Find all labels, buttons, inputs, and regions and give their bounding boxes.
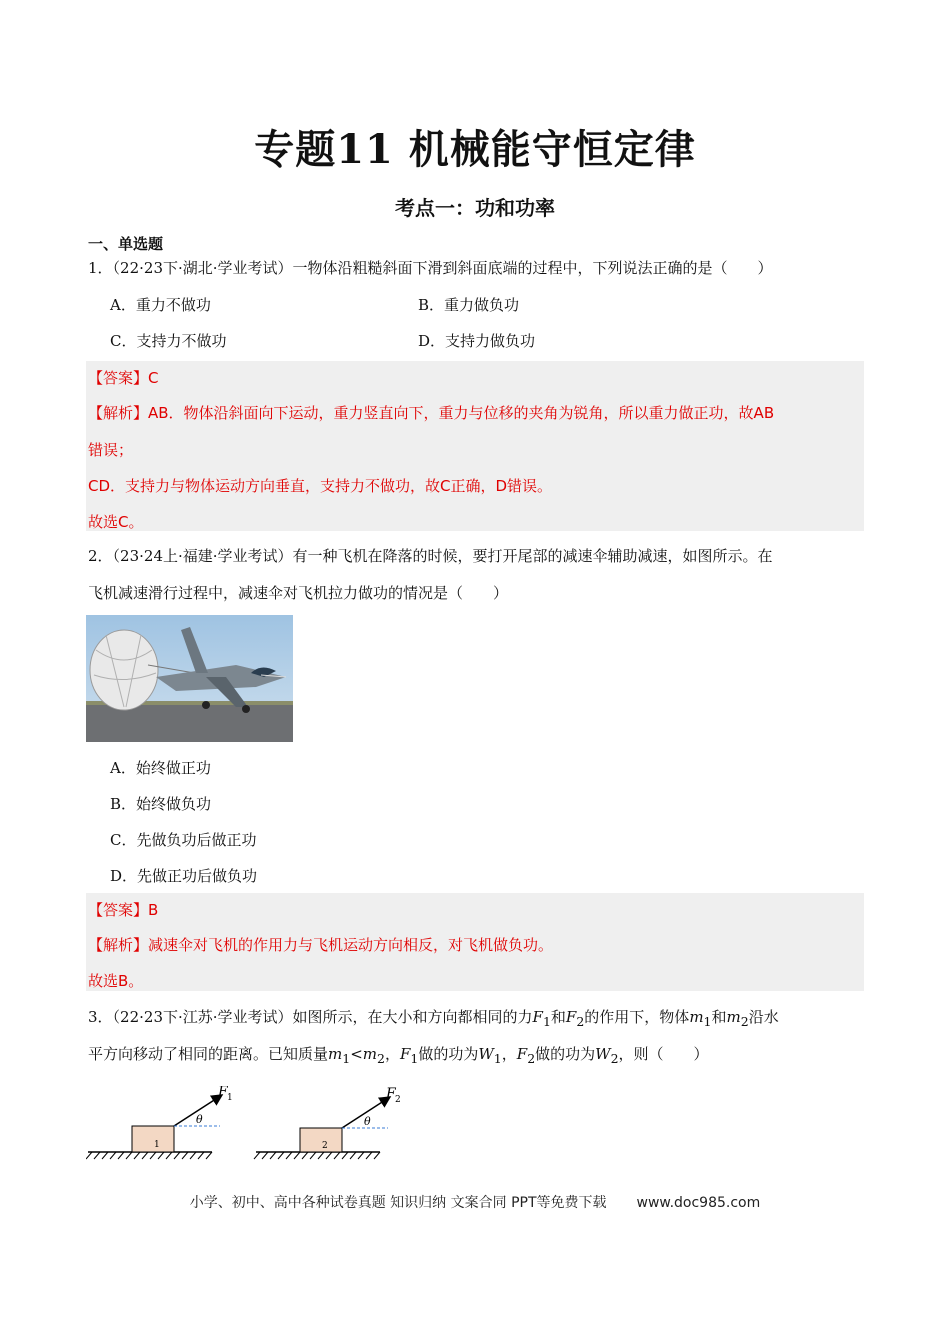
q1-option-a: A．重力不做功 <box>110 296 211 314</box>
q2-conclusion: 故选B。 <box>88 972 144 990</box>
q2-answer: 【答案】B <box>88 901 159 919</box>
q2-answer-box <box>86 893 864 991</box>
q2-option-b: B．始终做负功 <box>110 795 212 813</box>
section-heading: 一、单选题 <box>88 235 164 253</box>
q1-analysis-line2: 错误； <box>88 441 134 459</box>
q1-option-c: C．支持力不做功 <box>110 332 227 350</box>
question-1-stem: 1．（22·23下·湖北·学业考试）一物体沿粗糙斜面下滑到斜面底端的过程中，下列说法正确的是（ ） <box>88 259 773 277</box>
q1-answer: 【答案】C <box>88 369 159 387</box>
q2-option-d: D．先做正功后做负功 <box>110 867 258 885</box>
force-label-f2: F <box>386 1086 396 1102</box>
page-subtitle: 考点一：功和功率 <box>395 196 555 220</box>
q1-answer-box <box>86 361 864 531</box>
q2-option-a: A．始终做正功 <box>110 759 211 777</box>
q1-option-d: D．支持力做负功 <box>418 332 536 350</box>
q1-option-b: B．重力做负功 <box>418 296 520 314</box>
question-3-stem-line2: 平方向移动了相同的距离。已知质量$m_1<m_2$，$F_1$做的功为$W_1$，$F_2$做的功为$W_2$，则（ ） <box>88 1045 709 1066</box>
footer-url[interactable]: www.doc985.com <box>636 1195 761 1211</box>
page-title: 专题11 机械能守恒定律 <box>254 126 696 173</box>
footer-text: 小学、初中、高中各种试卷真题 知识归纳 文案合同 PPT等免费下载 <box>189 1195 607 1211</box>
angle-label-2: θ <box>364 1115 371 1128</box>
force-block-diagram <box>86 1086 416 1166</box>
jet-parachute-photo <box>86 615 293 742</box>
force-label-f1: F <box>218 1086 228 1100</box>
svg-text:2: 2 <box>322 1141 328 1151</box>
svg-text:1: 1 <box>154 1140 160 1150</box>
question-2-stem-line2: 飞机减速滑行过程中，减速伞对飞机拉力做功的情况是（ ） <box>88 584 509 602</box>
q1-conclusion: 故选C。 <box>88 513 144 531</box>
q2-option-c: C．先做负功后做正功 <box>110 831 257 849</box>
question-2-stem-line1: 2．（23·24上·福建·学业考试）有一种飞机在降落的时候，要打开尾部的减速伞辅助减速，如图所示。在 <box>88 547 773 565</box>
page-footer <box>0 1192 950 1212</box>
angle-label-1: θ <box>196 1113 203 1126</box>
question-3-stem-line1: 3．（22·23下·江苏·学业考试）如图所示，在大小和方向都相同的力$F_1$和$F_2$的作用下，物体$m_1$和$m_2$沿水 <box>88 1008 779 1029</box>
q1-analysis-line1: 【解析】AB．物体沿斜面向下运动，重力竖直向下，重力与位移的夹角为锐角，所以重力做正功，故AB <box>88 404 775 422</box>
svg-text:2: 2 <box>395 1095 401 1105</box>
q1-analysis-line3: CD．支持力与物体运动方向垂直，支持力不做功，故C正确，D错误。 <box>88 477 553 495</box>
q2-analysis: 【解析】减速伞对飞机的作用力与飞机运动方向相反，对飞机做负功。 <box>88 936 554 954</box>
svg-text:1: 1 <box>227 1093 233 1103</box>
